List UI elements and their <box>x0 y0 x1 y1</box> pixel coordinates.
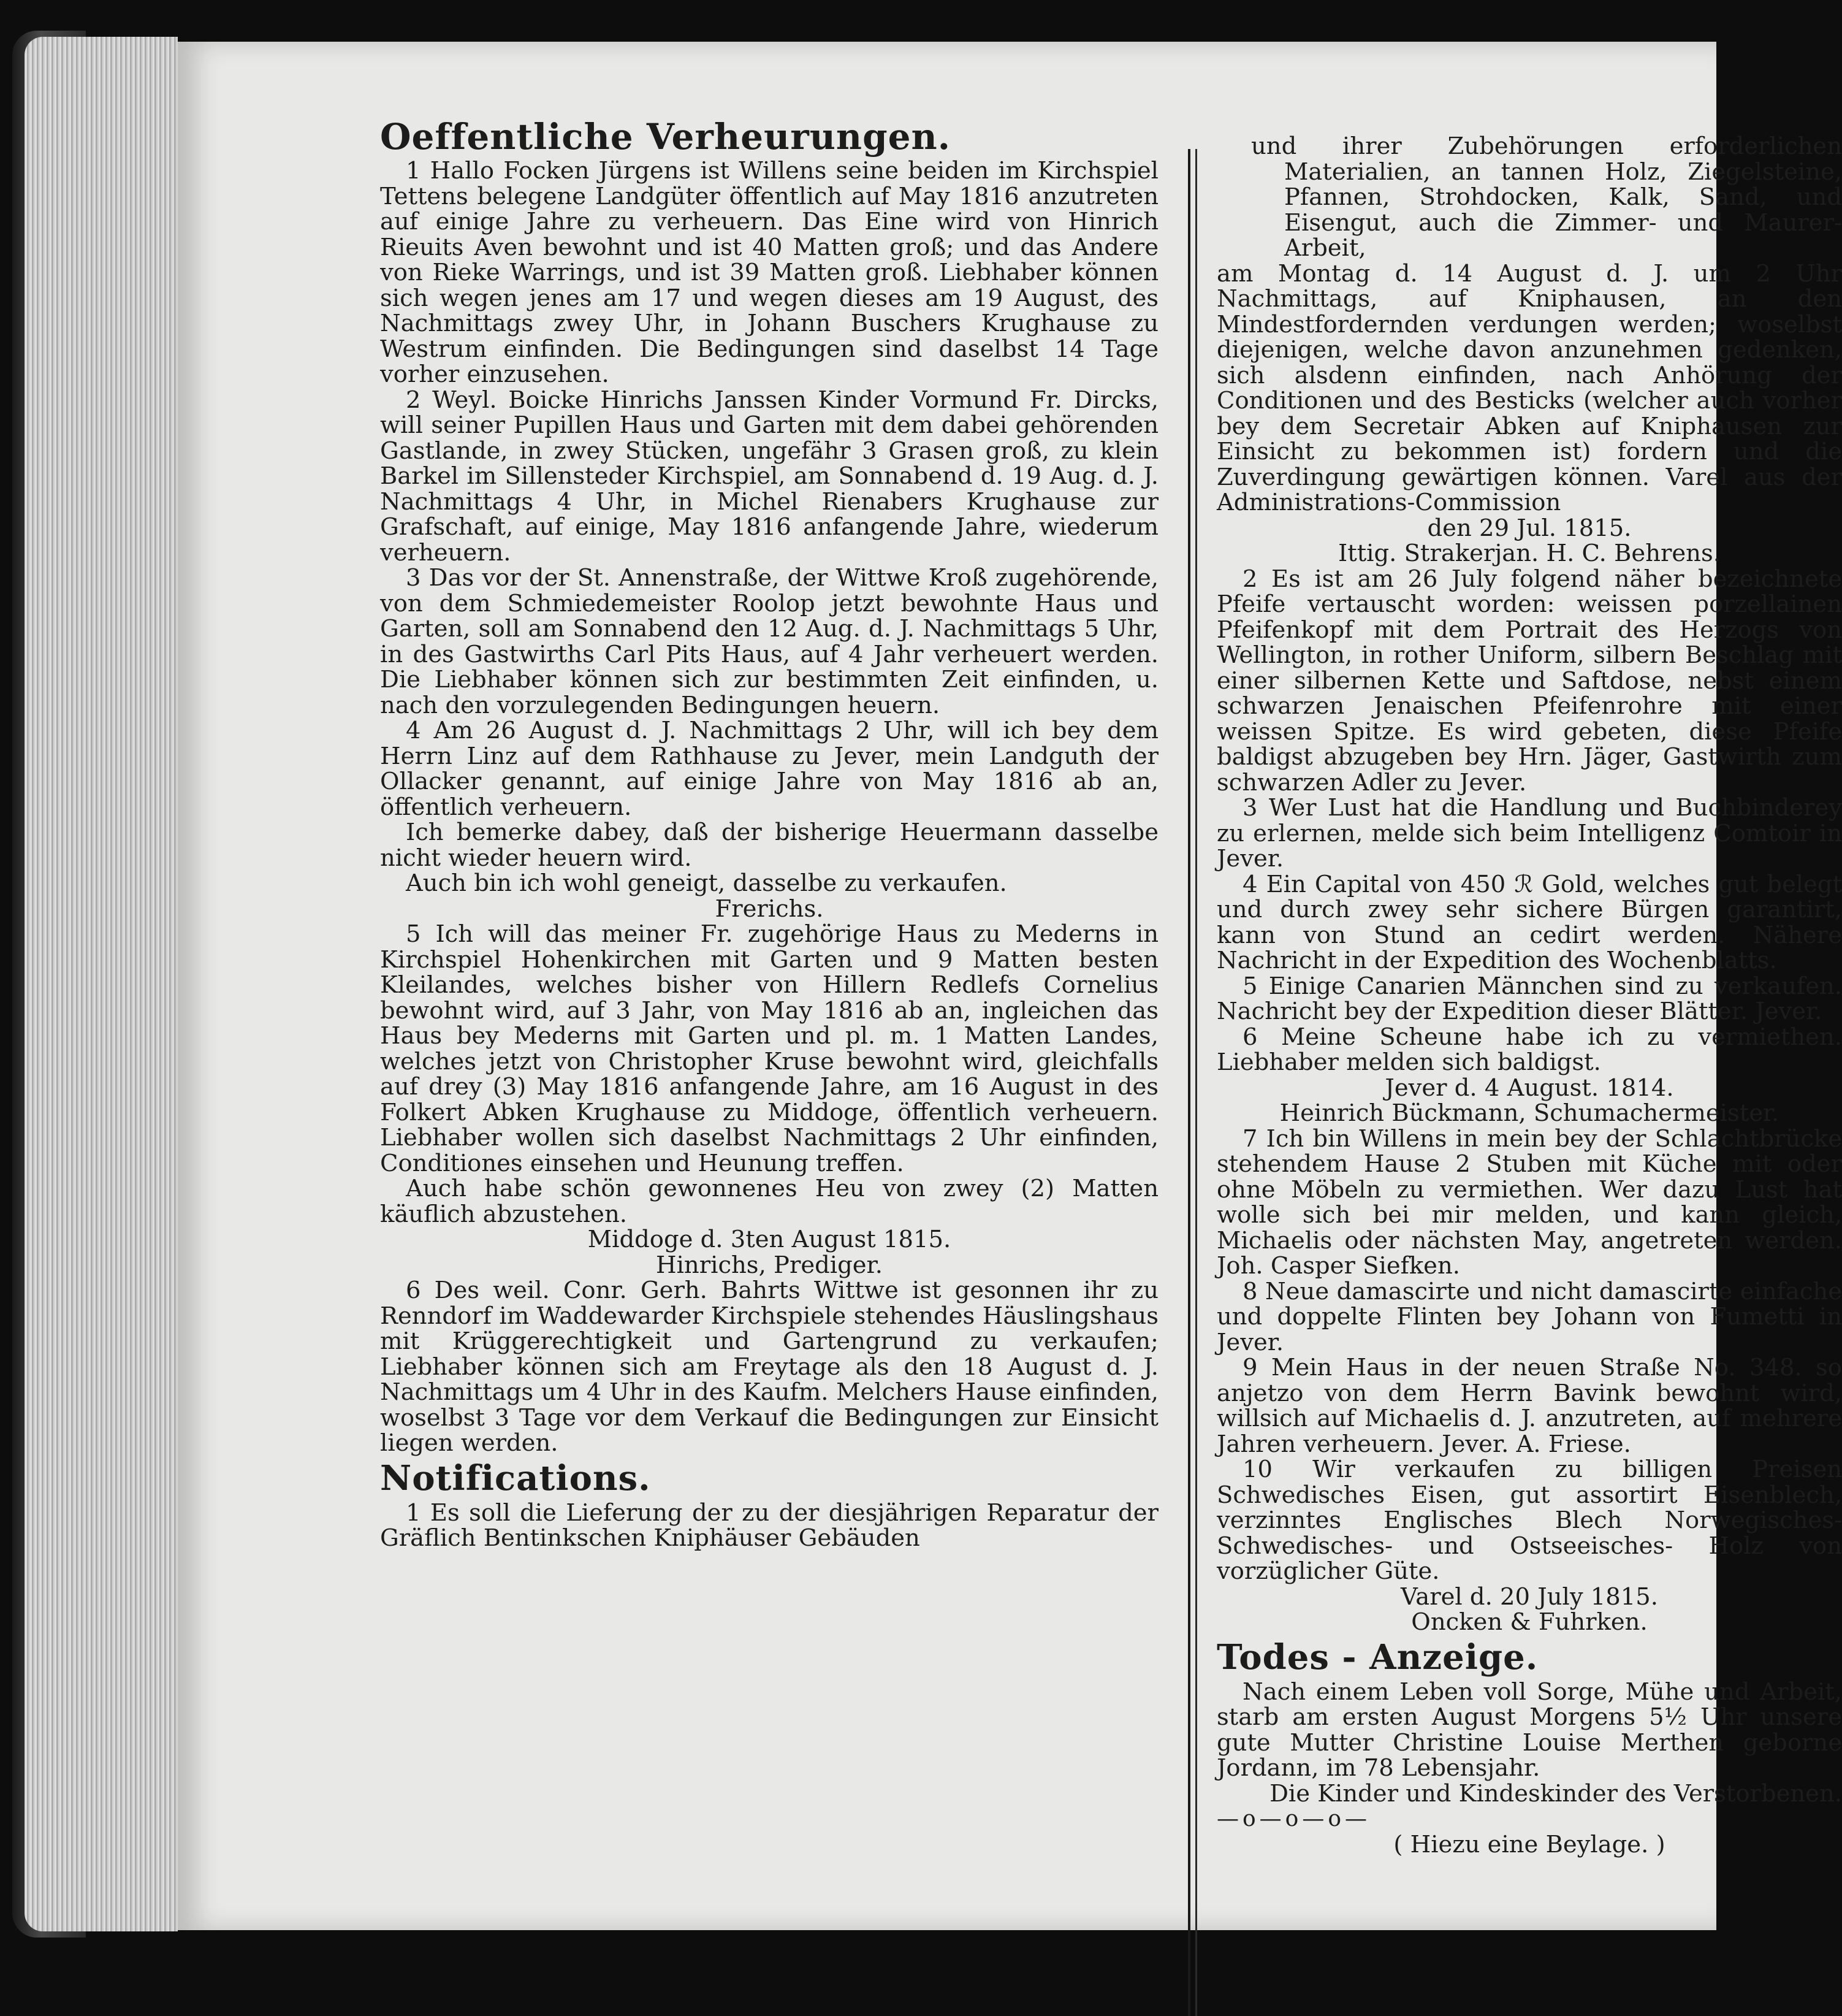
notice-5: 5 Ich will das meiner Fr. zugehörige Haus zu Mederns in Kirchspiel Hohenkirchen mit Garten und 9 Matten besten Kleilandes, welches bisher von Hillern Redlefs Cornelius bewohnt wird, auf 3 Jahr, von May 1816 ab an, ingleichen das Haus bey Mederns mit Garten und pl. m. 1 Matten Landes, welches jetzt von Christopher Kruse bewohnt wird, gleichfalls auf drey (3) May 1816 anfangende Jahre, am 16 August in des Folkert Abken Krughause zu Middoge, öffentlich verheuern. Liebhaber wollen sich daselbst Nachmittags 2 Uhr einfinden, Conditiones einsehen und Heunung treffen. <box>380 920 1159 1177</box>
notification-4: 4 Ein Capital von 450 ℛ Gold, welches gut belegt und durch zwey sehr sichere Bürgen garantirt, kann von Stund an cedirt werden. Nähere Nachricht in der Expedition des Wochenblatts. <box>1217 870 1842 974</box>
notification-10: 10 Wir verkaufen zu billigen Preisen Schwedisches Eisen, gut assortirt Eisenblech, verzinntes Englisches Blech Norwegisches- Schwedisches- und Ostseeisches- Holz von vorzüglicher Güte. <box>1217 1456 1842 1585</box>
notice-4: 4 Am 26 August d. J. Nachmittags 2 Uhr, will ich bey dem Herrn Linz auf dem Rathhause zu Jever, mein Landguth der Ollacker genannt, auf einige Jahre von May 1816 ab an, öffentlich verheuern. <box>380 717 1159 821</box>
death-notice-signature: Die Kinder und Kindeskinder des Verstorbenen. <box>1269 1779 1842 1808</box>
supplement-note: ( Hiezu eine Beylage. ) <box>1393 1830 1665 1858</box>
notification-1-materials: und ihrer Zubehörungen erforderlichen Materialien, an tannen Holz, Ziegelsteine, Pfannen, Strohdocken, Kalk, Sand, und Eisengut, auch die Zimmer- und Maurer-Arbeit, <box>1251 132 1842 262</box>
notification-10-date: Varel d. 20 July 1815. <box>1400 1583 1659 1611</box>
ornament-divider: —o—o—o— <box>1217 1806 1371 1831</box>
notice-2: 2 Weyl. Boicke Hinrichs Janssen Kinder Vormund Fr. Dircks, will seiner Pupillen Haus und Garten mit dem dabei gehörenden Gastlande, in zwey Stücken, ungefähr 3 Grasen groß, zu klein Barkel im Sillensteder Kirchspiel, am Sonnabend d. 19 Aug. d. J. Nachmittags 4 Uhr, in Michel Rienabers Krughause zur Grafschaft, auf einige, May 1816 anfangende Jahre, wiederum verheuern. <box>380 386 1159 567</box>
section-title-death-notice: Todes - Anzeige. <box>1217 1636 1539 1678</box>
death-notice-text: Nach einem Leben voll Sorge, Mühe und Arbeit, starb am ersten August Morgens 5½ Uhr unsere gute Mutter Christine Louise Merthen geborne Jordann, im 78 Lebensjahr. <box>1217 1678 1842 1782</box>
right-column <box>1217 134 1842 1857</box>
notification-6-date: Jever d. 4 August. 1814. <box>1385 1074 1674 1102</box>
notice-3: 3 Das vor der St. Annenstraße, der Wittwe Kroß zugehörende, von dem Schmiedemeister Roolop jetzt bewohnte Haus und Garten, soll am Sonnabend den 12 Aug. d. J. Nachmittags 5 Uhr, in des Gastwirths Carl Pits Haus, auf 4 Jahr verheuert werden. Die Liebhaber können sich zur bestimmten Zeit einfinden, u. nach den vorzulegenden Bedingungen heuern. <box>380 564 1159 719</box>
notice-4-remark: Ich bemerke dabey, daß der bisherige Heuermann dasselbe nicht wieder heuern wird. <box>380 819 1159 872</box>
notification-8: 8 Neue damascirte und nicht damascirte einfache und doppelte Flinten bey Johann von Fumetti in Jever. <box>1217 1277 1842 1356</box>
section-title-verheurungen: Oeffentliche Verheurungen. <box>380 116 951 158</box>
notification-1-details: am Montag d. 14 August d. J. um 2 Uhr Nachmittags, auf Kniphausen, an den Mindestfordernden verdungen werden; woselbst diejenigen, welche davon anzunehmen gedenken, sich alsdenn einfinden, nach Anhörung der Conditionen und des Besticks (welcher auch vorher bey dem Secretair Abken auf Kniphausen zur Einsicht zu bekommen ist) fordern und die Zuverdingung gewärtigen können. Varel aus der Administrations-Commission <box>1217 259 1842 516</box>
left-column <box>380 115 1159 1551</box>
notification-6: 6 Meine Scheune habe ich zu vermiethen. Liebhaber melden sich baldigst. <box>1217 1023 1842 1076</box>
notification-1-date: den 29 Jul. 1815. <box>1427 514 1632 542</box>
section-title-notifications: Notifications. <box>380 1457 651 1499</box>
notification-1: 1 Es soll die Lieferung der zu der diesjährigen Reparatur der Gräflich Bentinkschen Kniphäuser Gebäuden <box>380 1499 1159 1552</box>
notification-1-signature: Ittig. Strakerjan. H. C. Behrens. <box>1338 540 1721 567</box>
notice-6: 6 Des weil. Conr. Gerh. Bahrts Wittwe ist gesonnen ihr zu Renndorf im Waddewarder Kirchspiele stehendes Häuslingshaus mit Krüggerechtigkeit und Gartengrund zu verkaufen; Liebhaber können sich am Freytage als den 18 August d. J. Nachmittags um 4 Uhr in des Kaufm. Melchers Hause einfinden, woselbst 3 Tage vor dem Verkauf die Bedingungen zur Einsicht liegen werden. <box>380 1277 1159 1457</box>
notification-9: 9 Mein Haus in der neuen Straße No. 348. so anjetzo von dem Herrn Bavink bewohnt wird, willsich auf Michaelis d. J. anzutreten, auf mehrere Jahren verheuern. Jever. A. Friese. <box>1217 1354 1842 1458</box>
notice-1: 1 Hallo Focken Jürgens ist Willens seine beiden im Kirchspiel Tettens belegene Landgüter öffentlich auf May 1816 anzutreten auf einige Jahre zu verheuern. Das Eine wird von Hinrich Rieuits Aven bewohnt und ist 40 Matten groß; und das Andere von Rieke Warrings, und ist 39 Matten groß. Liebhaber können sich wegen jenes am 17 und wegen dieses am 19 August, des Nachmittags zwey Uhr, in Johann Buschers Krughause zu Westrum einfinden. Die Bedingungen sind daselbst 14 Tage vorher einzusehen. <box>380 157 1159 388</box>
page-edges <box>25 37 178 1931</box>
notification-3: 3 Wer Lust hat die Handlung und Buchbinderey zu erlernen, melde sich beim Intelligenz Comtoir in Jever. <box>1217 794 1842 872</box>
notification-7: 7 Ich bin Willens in mein bey der Schlachtbrücke stehendem Hause 2 Stuben mit Küche mit oder ohne Möbeln zu vermiethen. Wer dazu Lust hat wolle sich bei mir melden, und kann gleich, Michaelis oder nächsten May, angetreten werden. Joh. Casper Siefken. <box>1217 1124 1842 1280</box>
notice-5-hay: Auch habe schön gewonnenes Heu von zwey (2) Matten käuflich abzustehen. <box>380 1175 1159 1228</box>
newspaper-page <box>178 42 1842 1930</box>
notification-5: 5 Einige Canarien Männchen sind zu verkaufen. Nachricht bey der Expedition dieser Blätter. Jever. <box>1217 972 1842 1025</box>
notification-6-signature: Heinrich Bückmann, Schumachermeister. <box>1279 1099 1779 1127</box>
notice-5-date: Middoge d. 3ten August 1815. <box>587 1226 951 1253</box>
notification-10-signature: Oncken & Fuhrken. <box>1411 1608 1648 1636</box>
notice-4-sale: Auch bin ich wohl geneigt, dasselbe zu verkaufen. <box>406 869 1007 897</box>
notice-4-signature: Frerichs. <box>715 895 824 923</box>
notice-5-signature: Hinrichs, Prediger. <box>656 1251 883 1279</box>
column-divider <box>1188 149 1197 2016</box>
notification-2: 2 Es ist am 26 July folgend näher bezeichnete Pfeife vertauscht worden: weissen porzellainen Pfeifenkopf mit dem Portrait des Herzogs von Wellington, in rother Uniform, silbern Beschlag mit einer silbernen Kette und Saftdose, nebst einem schwarzen Jenaischen Pfeifenrohre mit einer weissen Spitze. Es wird gebeten, diese Pfeife baldigst abzugeben bey Hrn. Jäger, Gastwirth zum schwarzen Adler zu Jever. <box>1217 565 1842 796</box>
